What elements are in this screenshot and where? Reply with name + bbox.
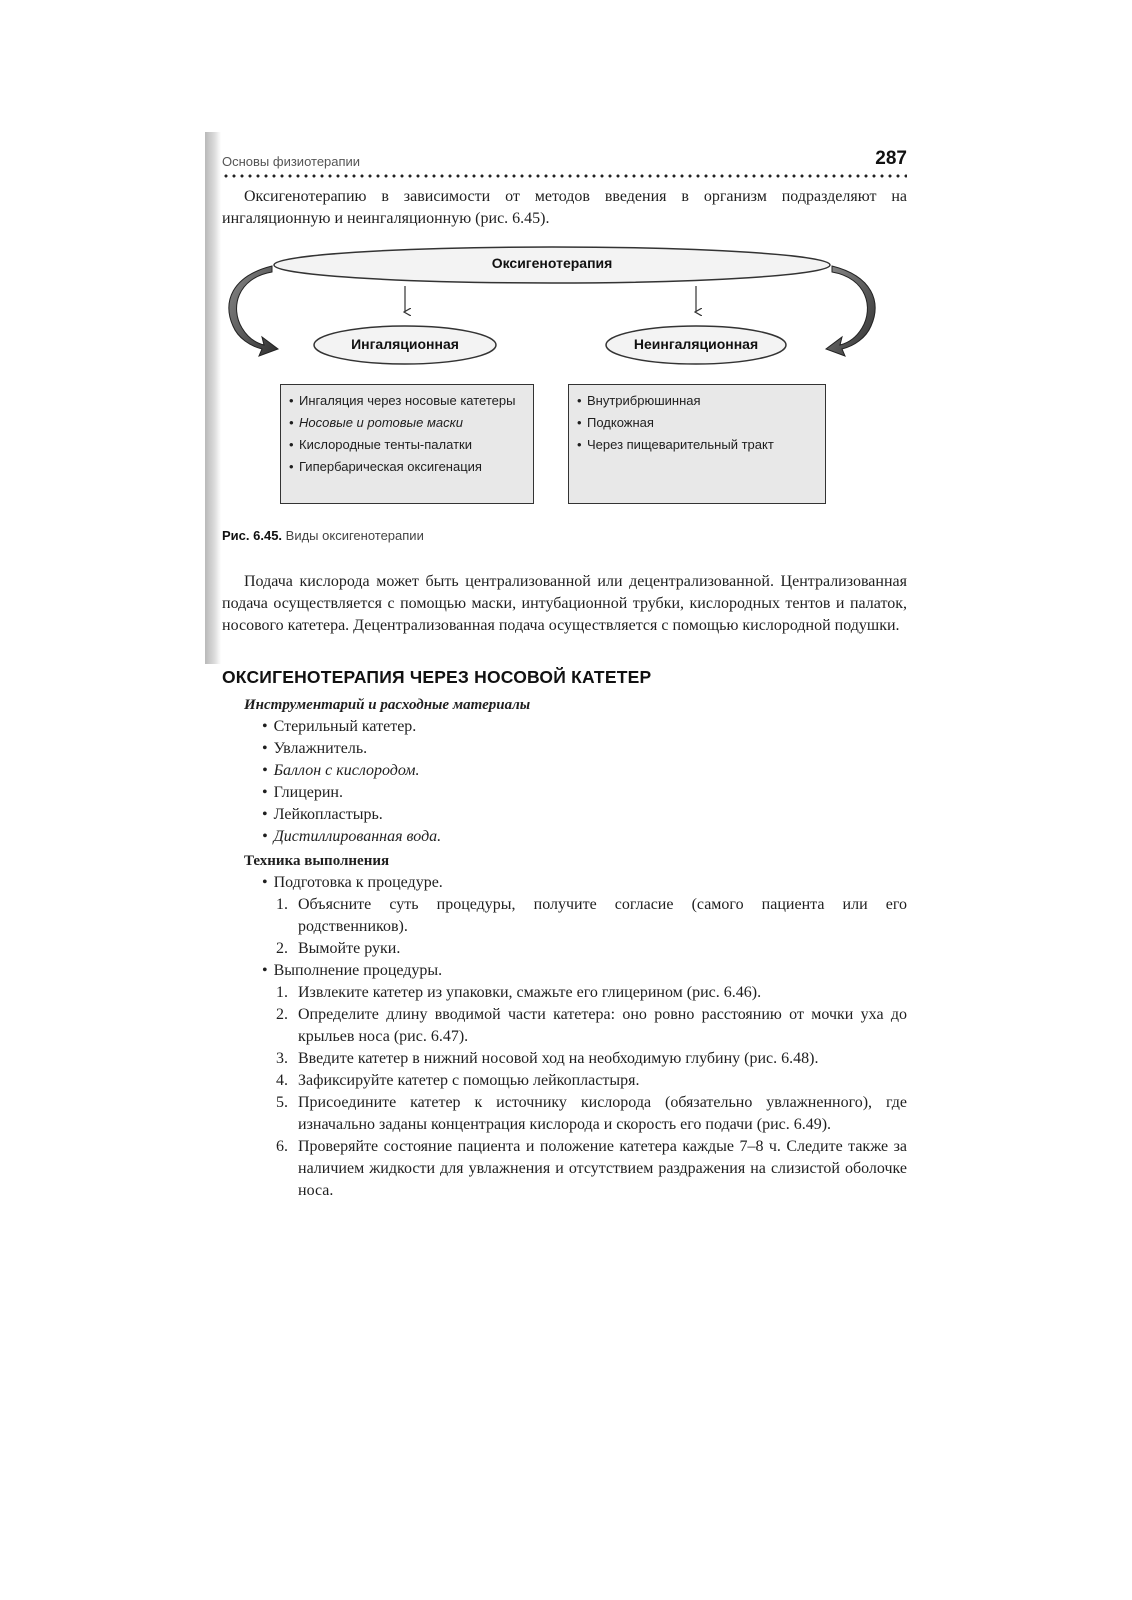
- list-item: • Стерильный катетер.: [262, 716, 907, 738]
- oxygen-therapy-diagram: [222, 246, 907, 518]
- list-item: • Лейкопластырь.: [262, 804, 907, 826]
- list-item: • Внутрибрюшинная: [577, 392, 817, 410]
- page-gutter-shadow: [205, 132, 221, 664]
- tools-heading: Инструментарий и расходные материалы: [244, 697, 531, 713]
- step-item: 6. Проверяйте состояние пациента и положение катетера каждые 7–8 ч. Следите также за наличием жидкости для увлажнения и отсутствием раздражения на слизистой оболочке носа.: [276, 1138, 907, 1199]
- prep-stage: [262, 872, 907, 960]
- step-item: 5. Присоедините катетер к источнику кислорода (обязательно увлажненного), где изначально заданы концентрация кислорода и скорость его подачи (рис. 6.49).: [276, 1094, 907, 1133]
- caption-text: Виды оксигенотерапии: [285, 528, 424, 543]
- prep-steps: [262, 894, 907, 960]
- exec-stage-title: • Выполнение процедуры.: [262, 960, 907, 982]
- list-item: • Кислородные тенты-палатки: [289, 436, 525, 454]
- tools-list: [222, 716, 907, 848]
- list-item: • Через пищеварительный тракт: [577, 436, 817, 454]
- step-item: 2. Вымойте руки.: [276, 940, 401, 957]
- list-item: • Увлажнитель.: [262, 738, 907, 760]
- step-item: 1. Извлеките катетер из упаковки, смажьте его глицерином (рис. 6.46).: [276, 984, 762, 1001]
- right-node-label: Неингаляционная: [633, 336, 759, 352]
- header-dotted-rule: [222, 174, 907, 178]
- page-number: 287: [875, 148, 907, 169]
- left-curl-arrow: [229, 266, 278, 356]
- list-item: • Носовые и ротовые маски: [289, 414, 525, 432]
- technique-heading: Техника выполнения: [244, 853, 390, 869]
- prep-stage-title: • Подготовка к процедуре.: [262, 872, 907, 894]
- list-item: • Дистиллированная вода.: [262, 826, 907, 848]
- diagram-top-label: Оксигенотерапия: [491, 255, 613, 271]
- left-node-label: Ингаляционная: [351, 336, 459, 352]
- book-page: [222, 138, 907, 1202]
- running-header: [222, 138, 907, 172]
- non-inhalation-methods-box: [568, 384, 826, 504]
- intro-paragraph: Оксигенотерапию в зависимости от методов введения в организм подразделяют на ингаляционную и неингаляционную (рис. 6.45).: [222, 188, 907, 227]
- inhalation-methods-box: [280, 384, 534, 504]
- caption-label: Рис. 6.45.: [222, 528, 283, 543]
- section-heading: ОКСИГЕНОТЕРАПИЯ ЧЕРЕЗ НОСОВОЙ КАТЕТЕР: [222, 667, 652, 687]
- exec-steps: [262, 982, 907, 1202]
- step-item: 2. Определите длину вводимой части катетера: оно ровно расстоянию от мочки уха до крыльев носа (рис. 6.47).: [276, 1006, 907, 1045]
- step-item: 4. Зафиксируйте катетер с помощью лейкопластыря.: [276, 1072, 640, 1089]
- exec-stage: [262, 960, 907, 1202]
- list-item: • Подкожная: [577, 414, 817, 432]
- list-item: • Гипербарическая оксигенация: [289, 458, 525, 476]
- list-item: • Ингаляция через носовые катетеры: [289, 392, 525, 410]
- technique-list: [222, 872, 907, 1202]
- step-item: 3. Введите катетер в нижний носовой ход на необходимую глубину (рис. 6.48).: [276, 1050, 819, 1067]
- list-item: • Баллон с кислородом.: [262, 760, 907, 782]
- step-item: 1. Объясните суть процедуры, получите согласие (самого пациента или его родственников).: [276, 896, 907, 935]
- oxygen-delivery-paragraph: Подача кислорода может быть централизованной или децентрализованной. Централизованная подача осуществляется с помощью маски, интубационной трубки, кислородных тентов и палаток, носового катетера. Децентрализованная подача осуществляется с помощью кислородной подушки.: [222, 573, 907, 634]
- list-item: • Глицерин.: [262, 782, 907, 804]
- figure-caption: [222, 528, 907, 543]
- right-curl-arrow: [826, 266, 875, 356]
- header-section-title: Основы физиотерапии: [222, 154, 361, 169]
